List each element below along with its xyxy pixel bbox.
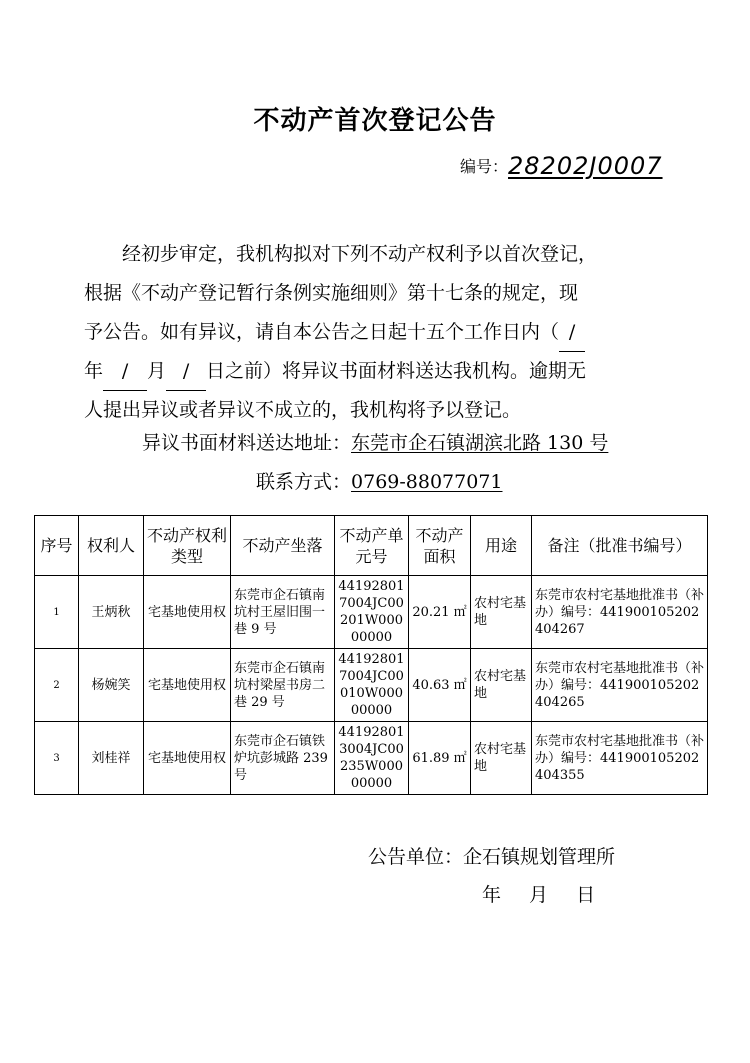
cell-unit-no: 441928017004JC00201W00000000 [335, 576, 409, 649]
issuer-value: 企石镇规划管理所 [463, 846, 616, 868]
cell-owner: 王炳秋 [79, 576, 144, 649]
cell-area: 61.89 ㎡ [409, 722, 471, 795]
document-number-label: 编号： [460, 157, 509, 176]
contact [256, 467, 503, 494]
cell-location: 东莞市企石镇南坑村梁屋书房二巷 29 号 [231, 649, 335, 722]
cell-usage: 农村宅基地 [471, 649, 532, 722]
table-header-row [35, 516, 708, 576]
issuer [368, 842, 615, 869]
cell-unit-no: 441928013004JC00235W00000000 [335, 722, 409, 795]
cell-remark: 东莞市农村宅基地批准书（补办）编号：441900105202404355 [532, 722, 708, 795]
header-right-type: 不动产权利类型 [144, 516, 231, 576]
cell-index: 3 [35, 722, 79, 795]
header-index: 序号 [35, 516, 79, 576]
contact-value: 0769-88077071 [351, 471, 503, 493]
cell-unit-no: 441928017004JC00010W00000000 [335, 649, 409, 722]
table-row [35, 649, 708, 722]
address-label: 异议书面材料送达地址： [142, 432, 352, 454]
header-remark: 备注（批准书编号） [532, 516, 708, 576]
cell-right-type: 宅基地使用权 [144, 649, 231, 722]
body-line-4 [84, 353, 684, 391]
cell-index: 1 [35, 576, 79, 649]
body-line-3 [84, 314, 684, 352]
table-row [35, 576, 708, 649]
body-year-label: 年 [84, 360, 104, 382]
cell-location: 东莞市企石镇南坑村王屋旧围一巷 9 号 [231, 576, 335, 649]
cell-location: 东莞市企石镇铁炉坑彭城路 239 号 [231, 722, 335, 795]
address-value: 东莞市企石镇湖滨北路 130 号 [351, 432, 609, 454]
cell-owner: 刘桂祥 [79, 722, 144, 795]
address [142, 428, 608, 455]
cell-index: 2 [35, 649, 79, 722]
cell-owner: 杨婉笑 [79, 649, 144, 722]
body-line-2: 根据《不动产登记暂行条例实施细则》第十七条的规定，现 [84, 282, 579, 304]
header-unit-no: 不动产单元号 [335, 516, 409, 576]
blank-year: / [559, 314, 585, 352]
contact-label: 联系方式： [256, 471, 352, 493]
header-owner: 权利人 [79, 516, 144, 576]
header-area: 不动产面积 [409, 516, 471, 576]
table-row [35, 722, 708, 795]
cell-usage: 农村宅基地 [471, 722, 532, 795]
page-title: 不动产首次登记公告 [253, 106, 497, 136]
cell-right-type: 宅基地使用权 [144, 722, 231, 795]
header-location: 不动产坐落 [231, 516, 335, 576]
body-line-1: 经初步审定，我机构拟对下列不动产权利予以首次登记， [122, 243, 598, 265]
cell-remark: 东莞市农村宅基地批准书（补办）编号：441900105202404265 [532, 649, 708, 722]
document-number [460, 150, 663, 178]
body-line-3-text: 予公告。如有异议，请自本公告之日起十五个工作日内（ [84, 321, 560, 343]
registration-table [34, 515, 708, 795]
blank-month: / [103, 353, 147, 391]
cell-usage: 农村宅基地 [471, 576, 532, 649]
body-line-5: 人提出异议或者异议不成立的，我机构将予以登记。 [84, 399, 522, 421]
cell-area: 20.21 ㎡ [409, 576, 471, 649]
header-usage: 用途 [471, 516, 532, 576]
body-month-label: 月 [147, 360, 167, 382]
body-line-4-text: 日之前）将异议书面材料送达我机构。逾期无 [206, 360, 587, 382]
date-line: 年 月 日 [482, 884, 596, 906]
blank-day: / [166, 353, 206, 391]
issuer-label: 公告单位： [368, 846, 464, 868]
document-number-value: 28202J0007 [508, 152, 663, 180]
cell-right-type: 宅基地使用权 [144, 576, 231, 649]
cell-area: 40.63 ㎡ [409, 649, 471, 722]
cell-remark: 东莞市农村宅基地批准书（补办）编号：441900105202404267 [532, 576, 708, 649]
